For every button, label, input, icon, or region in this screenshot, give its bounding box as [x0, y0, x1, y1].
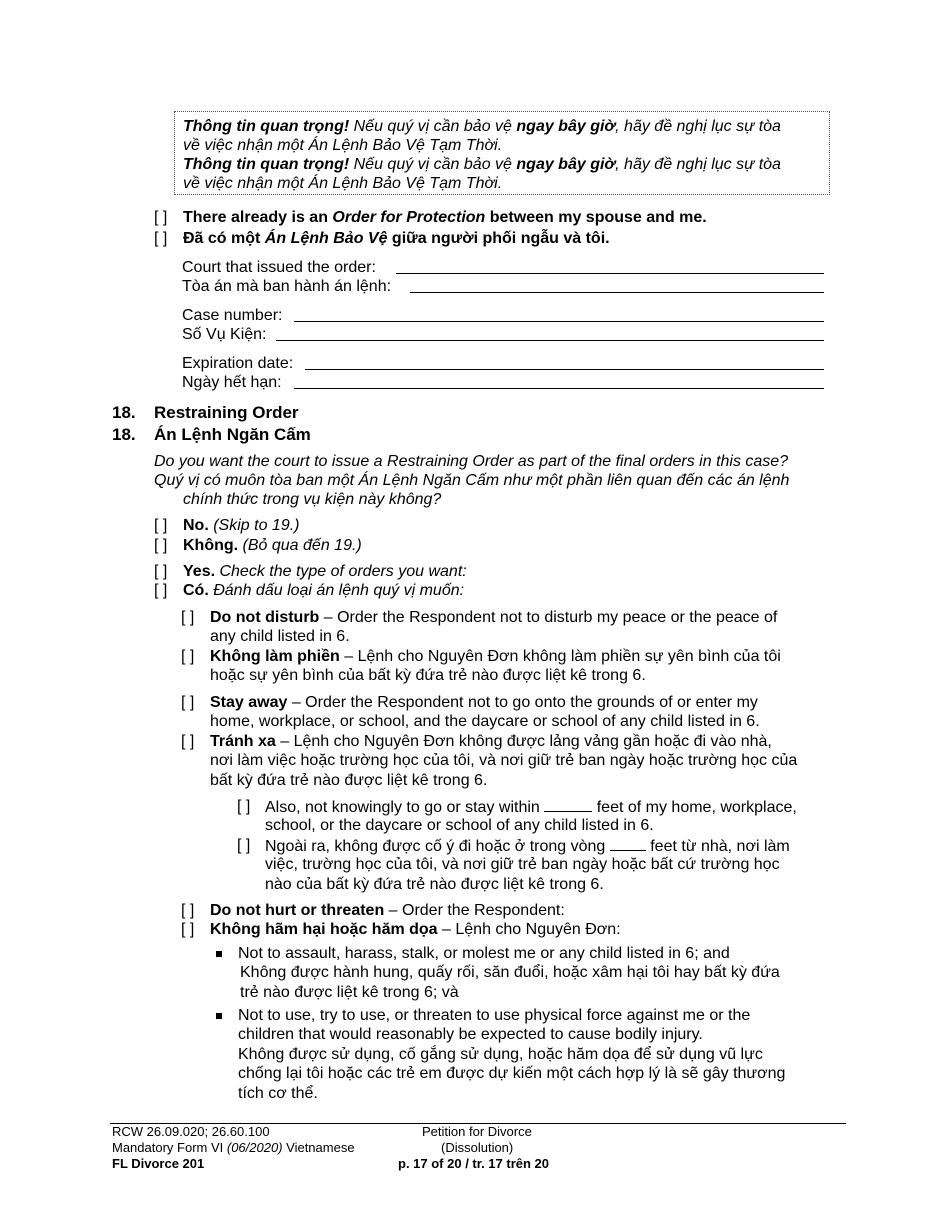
bullet-2-en-2: children that would reasonably be expected to cause bodily injury. — [238, 1026, 703, 1043]
do-not-hurt-checkbox-vi[interactable]: [ ] — [181, 921, 195, 938]
stay-away-checkbox-vi[interactable]: [ ] — [181, 733, 195, 750]
do-not-disturb-en-2: any child listed in 6. — [210, 628, 350, 645]
stay-away-checkbox[interactable]: [ ] — [181, 694, 195, 711]
footer-form: Mandatory Form VI (06/2020) Vietnamese — [112, 1140, 355, 1155]
footer-title-1: Petition for Divorce — [422, 1124, 532, 1139]
do-not-disturb-checkbox[interactable]: [ ] — [181, 609, 195, 626]
bullet-2-vi-1: Không được sử dụng, cố gắng sử dụng, hoặc hăm dọa để sử dụng vũ lực — [238, 1046, 763, 1063]
bullet-1-en: Not to assault, harass, stalk, or molest me or any child listed in 6; and — [238, 945, 730, 962]
bullet-icon — [216, 951, 222, 957]
footer-page-number: p. 17 of 20 / tr. 17 trên 20 — [398, 1156, 550, 1171]
do-not-hurt-en: Do not hurt or threaten – Order the Respondent: — [210, 902, 565, 919]
footer-form-id: FL Divorce 201 — [112, 1156, 205, 1171]
feet-blank[interactable] — [544, 797, 592, 812]
existing-order-checkbox-vi[interactable]: [ ] — [154, 230, 168, 247]
section-number: 18. — [112, 403, 136, 422]
stay-away-vi-2: nơi làm việc hoặc trường học của tôi, và nơi giữ trẻ ban ngày hoặc trường học của — [210, 752, 798, 769]
also-vi-2: việc, trường học của tôi, và nơi giữ trẻ ban ngày hoặc bất cứ trường học — [265, 856, 780, 873]
existing-order-en: There already is an Order for Protection between my spouse and me. — [183, 209, 707, 226]
court-label-vi: Tòa án mà ban hành án lệnh: — [182, 278, 392, 295]
also-vi-1: Ngoài ra, không được cố ý đi hoặc ở trong vòng feet từ nhà, nơi làm — [265, 838, 790, 855]
no-label-en: No. (Skip to 19.) — [183, 517, 300, 534]
feet-blank-vi[interactable] — [610, 836, 646, 851]
existing-order-vi: Đã có một Án Lệnh Bảo Vệ giữa người phối ngẫu và tôi. — [183, 230, 610, 247]
notice-line-4: về việc nhận một Án Lệnh Bảo Vệ Tạm Thời. — [183, 175, 503, 192]
court-field-line[interactable] — [396, 273, 824, 274]
section-title-en: Restraining Order — [154, 403, 299, 422]
do-not-disturb-en-1: Do not disturb – Order the Respondent not to disturb my peace or the peace of — [210, 609, 778, 626]
existing-order-checkbox[interactable]: [ ] — [154, 209, 168, 226]
case-field-line[interactable] — [294, 321, 824, 322]
stay-away-en-2: home, workplace, or school, and the daycare or school of any child listed in 6. — [210, 713, 760, 730]
also-vi-3: nào của bất kỳ đứa trẻ nào được liệt kê trong 6. — [265, 876, 604, 893]
case-label-vi: Số Vụ Kiện: — [182, 326, 267, 343]
no-label-vi: Không. (Bỏ qua đến 19.) — [183, 537, 362, 554]
expiration-label-en: Expiration date: — [182, 355, 294, 372]
expiration-label-vi: Ngày hết hạn: — [182, 374, 282, 391]
bullet-2-vi-3: tích cơ thể. — [238, 1085, 318, 1102]
bullet-2-vi-2: chống lại tôi hoặc các trẻ em được dự kiến một cách hợp lý là sẽ gây thương — [238, 1065, 786, 1082]
do-not-disturb-vi-2: hoặc sự yên bình của bất kỳ đứa trẻ nào được liệt kê trong 6. — [210, 667, 646, 684]
notice-line-2: về việc nhận một Án Lệnh Bảo Vệ Tạm Thời. — [183, 137, 503, 154]
case-field-line-vi[interactable] — [276, 340, 824, 341]
yes-label-vi: Có. Đánh dấu loại án lệnh quý vị muốn: — [183, 582, 465, 599]
stay-away-en-1: Stay away – Order the Respondent not to go onto the grounds of or enter my — [210, 694, 758, 711]
yes-checkbox[interactable]: [ ] — [154, 563, 168, 580]
court-label-en: Court that issued the order: — [182, 259, 376, 276]
also-en-2: school, or the daycare or school of any child listed in 6. — [265, 817, 654, 834]
expiration-field-line[interactable] — [305, 369, 824, 370]
do-not-hurt-vi: Không hãm hại hoặc hăm dọa – Lệnh cho Nguyên Đơn: — [210, 921, 621, 938]
also-en-1: Also, not knowingly to go or stay within feet of my home, workplace, — [265, 799, 797, 816]
case-label-en: Case number: — [182, 307, 283, 324]
question-vi-2: chính thức trong vụ kiện này không? — [183, 491, 442, 508]
section-title-vi: Án Lệnh Ngăn Cấm — [154, 425, 311, 444]
do-not-disturb-checkbox-vi[interactable]: [ ] — [181, 648, 195, 665]
question-en: Do you want the court to issue a Restraining Order as part of the final orders in this case? — [154, 453, 789, 470]
yes-checkbox-vi[interactable]: [ ] — [154, 582, 168, 599]
question-vi-1: Quý vị có muôn tòa ban một Án Lệnh Ngăn Cấm như một phần liên quan đến các án lệnh — [154, 472, 790, 489]
do-not-hurt-checkbox[interactable]: [ ] — [181, 902, 195, 919]
no-checkbox[interactable]: [ ] — [154, 517, 168, 534]
notice-line-1: Thông tin quan trọng! Nếu quý vị cần bảo vệ ngay bây giờ, hãy đề nghị lục sự tòa — [183, 118, 781, 135]
bullet-1-vi-2: trẻ nào được liệt kê trong 6; và — [240, 984, 459, 1001]
footer-rcw: RCW 26.09.020; 26.60.100 — [112, 1124, 270, 1139]
notice-line-3: Thông tin quan trọng! Nếu quý vị cần bảo vệ ngay bây giờ, hãy đề nghị lục sự tòa — [183, 156, 781, 173]
court-field-line-vi[interactable] — [410, 292, 824, 293]
do-not-disturb-vi-1: Không làm phiền – Lệnh cho Nguyên Đơn không làm phiền sự yên bình của tôi — [210, 648, 781, 665]
stay-away-vi-3: bất kỳ đứa trẻ nào được liệt kê trong 6. — [210, 772, 488, 789]
yes-label-en: Yes. Check the type of orders you want: — [183, 563, 467, 580]
bullet-icon — [216, 1013, 222, 1019]
no-checkbox-vi[interactable]: [ ] — [154, 537, 168, 554]
stay-away-vi-1: Tránh xa – Lệnh cho Nguyên Đơn không được lảng vảng gần hoặc đi vào nhà, — [210, 733, 772, 750]
section-number-vi: 18. — [112, 425, 136, 444]
bullet-1-vi-1: Không được hành hung, quấy rối, săn đuổi, hoặc xâm hại tôi hay bất kỳ đứa — [240, 964, 780, 981]
expiration-field-line-vi[interactable] — [294, 388, 824, 389]
also-checkbox[interactable]: [ ] — [237, 798, 251, 815]
also-checkbox-vi[interactable]: [ ] — [237, 837, 251, 854]
bullet-2-en-1: Not to use, try to use, or threaten to use physical force against me or the — [238, 1007, 751, 1024]
footer-title-2: (Dissolution) — [441, 1140, 514, 1155]
